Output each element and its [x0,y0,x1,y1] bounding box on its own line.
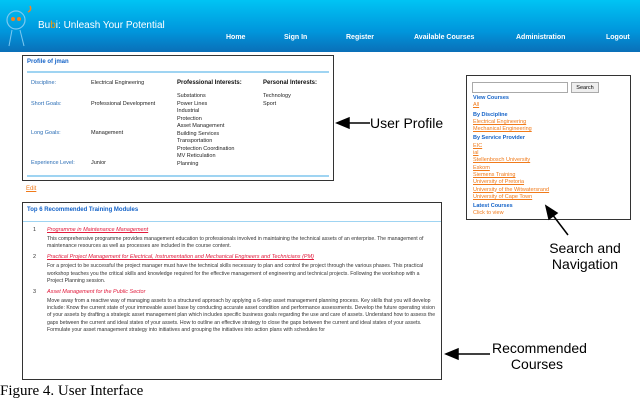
field-value: Electrical Engineering [91,80,145,86]
view-courses-heading: View Courses [473,95,509,101]
search-button[interactable]: Search [571,82,599,93]
module-number: 1 [33,227,37,233]
by-discipline-heading: By Discipline [473,111,508,118]
link-provider[interactable]: Stellenbosch University [473,157,531,164]
personal-interests-header: Personal Interests: [263,80,318,86]
nav-sign-in[interactable]: Sign In [284,34,308,41]
interest: MV Reticulation [177,153,216,159]
interest: Substations [177,93,206,99]
interest: Protection [177,115,202,122]
field-value: Management [91,130,124,136]
latest-courses-heading: Latest Courses [473,203,513,210]
link-provider[interactable]: Siemens Training [473,171,516,178]
interest: Power Lines [177,100,208,107]
module-link[interactable]: Practical Project Management for Electrical, Instrumentation and Mechanical Engineers and Technicians (PM) [47,254,314,261]
nav-logout[interactable]: Logout [606,34,630,41]
link-provider[interactable]: Eskom [473,164,490,171]
module-description: Move away from a reactive way of managing assets to a structured approach by applying a 6-step asset management planning process. Key skills that you will develop include: Know the current state of your immovable asset base by conducting accurate asset condition and performance assessments. Develop the future operating vision of your assets by drafting a strategic asset management plan which includes specific business goals regarding the use and care of assets. Understand how to assess the gaps between the current and ideal states of your assets. How to outline an effective strategy to close the gaps between the current and ideal states of your assets. Formulate your asset management strategy into initiatives and grouping the initiatives into action plans with schedules for [47,298,436,333]
nav-register[interactable]: Register [346,34,375,41]
modules-title: Top 6 Recommended Training Modules [27,207,139,213]
module-number: 3 [33,289,37,296]
interest: Technology [263,93,291,99]
annotation-user-profile: User Profile [370,115,444,131]
link-provider[interactable]: University of Cape Town [473,193,533,200]
link-provider[interactable]: University of Pretoria [473,179,525,186]
click-to-view-link[interactable]: Click to view [473,210,504,217]
link-provider[interactable]: University of the Witwatersrand [473,186,550,193]
field-label: Experience Level: [31,160,75,166]
module-description: For a project to be successful the project manager must have the technical skills necessary to plan and control the project through the various phases. This practical workshop teaches you the critical skills and knowledge required for the effective management of engineering and technical projects. Following the workshop with a Project Planning session. [47,263,424,284]
figure-caption: Figure 4. User Interface [0,383,144,399]
interest: Industrial [177,108,200,114]
nav-administration[interactable]: Administration [516,34,566,41]
field-value: Junior [91,160,106,166]
link-discipline[interactable]: Mechanical Engineering [473,126,532,133]
interest: Transportation [177,138,213,144]
link-provider[interactable]: ial [473,150,479,157]
module-link[interactable]: Programme in Maintenance Management [47,227,149,233]
edit-profile-link[interactable]: Edit [26,186,37,192]
interest: Planning [177,160,199,167]
interest: Sport [263,100,277,107]
professional-interests-header: Professional Interests: [177,80,242,86]
profile-title: Profile of jman [27,59,69,65]
link-provider[interactable]: EIC [473,142,483,149]
nav-available-courses[interactable]: Available Courses [414,34,475,41]
interest: Asset Management [177,123,225,129]
interest: Building Services [177,130,220,137]
arrow-icon [337,118,568,359]
field-label: Discipline: [31,80,57,86]
module-description: This comprehensive programme provides management education to professionals involved in maintaining the technical assets of an enterprise. The management of maintenance resources as well as processes are included in the course content. [47,236,424,250]
module-number: 2 [33,254,37,261]
site-title: Bubi: Unleash Your Potential [38,20,165,31]
annotation-recommended-courses: Recommended Courses [492,340,587,372]
annotation-search-navigation: Search and Navigation [549,240,621,272]
field-value: Professional Development [91,101,156,107]
nav-home[interactable]: Home [226,34,246,41]
field-label: Short Goals: [31,101,62,107]
interest: Protection Coordination [177,145,235,152]
field-label: Long Goals: [31,130,61,136]
link-all[interactable]: All [473,102,480,109]
link-discipline[interactable]: Electrical Engineering [473,118,527,125]
module-link[interactable]: Asset Management for the Public Sector [47,289,146,296]
by-provider-heading: By Service Provider [473,135,525,142]
